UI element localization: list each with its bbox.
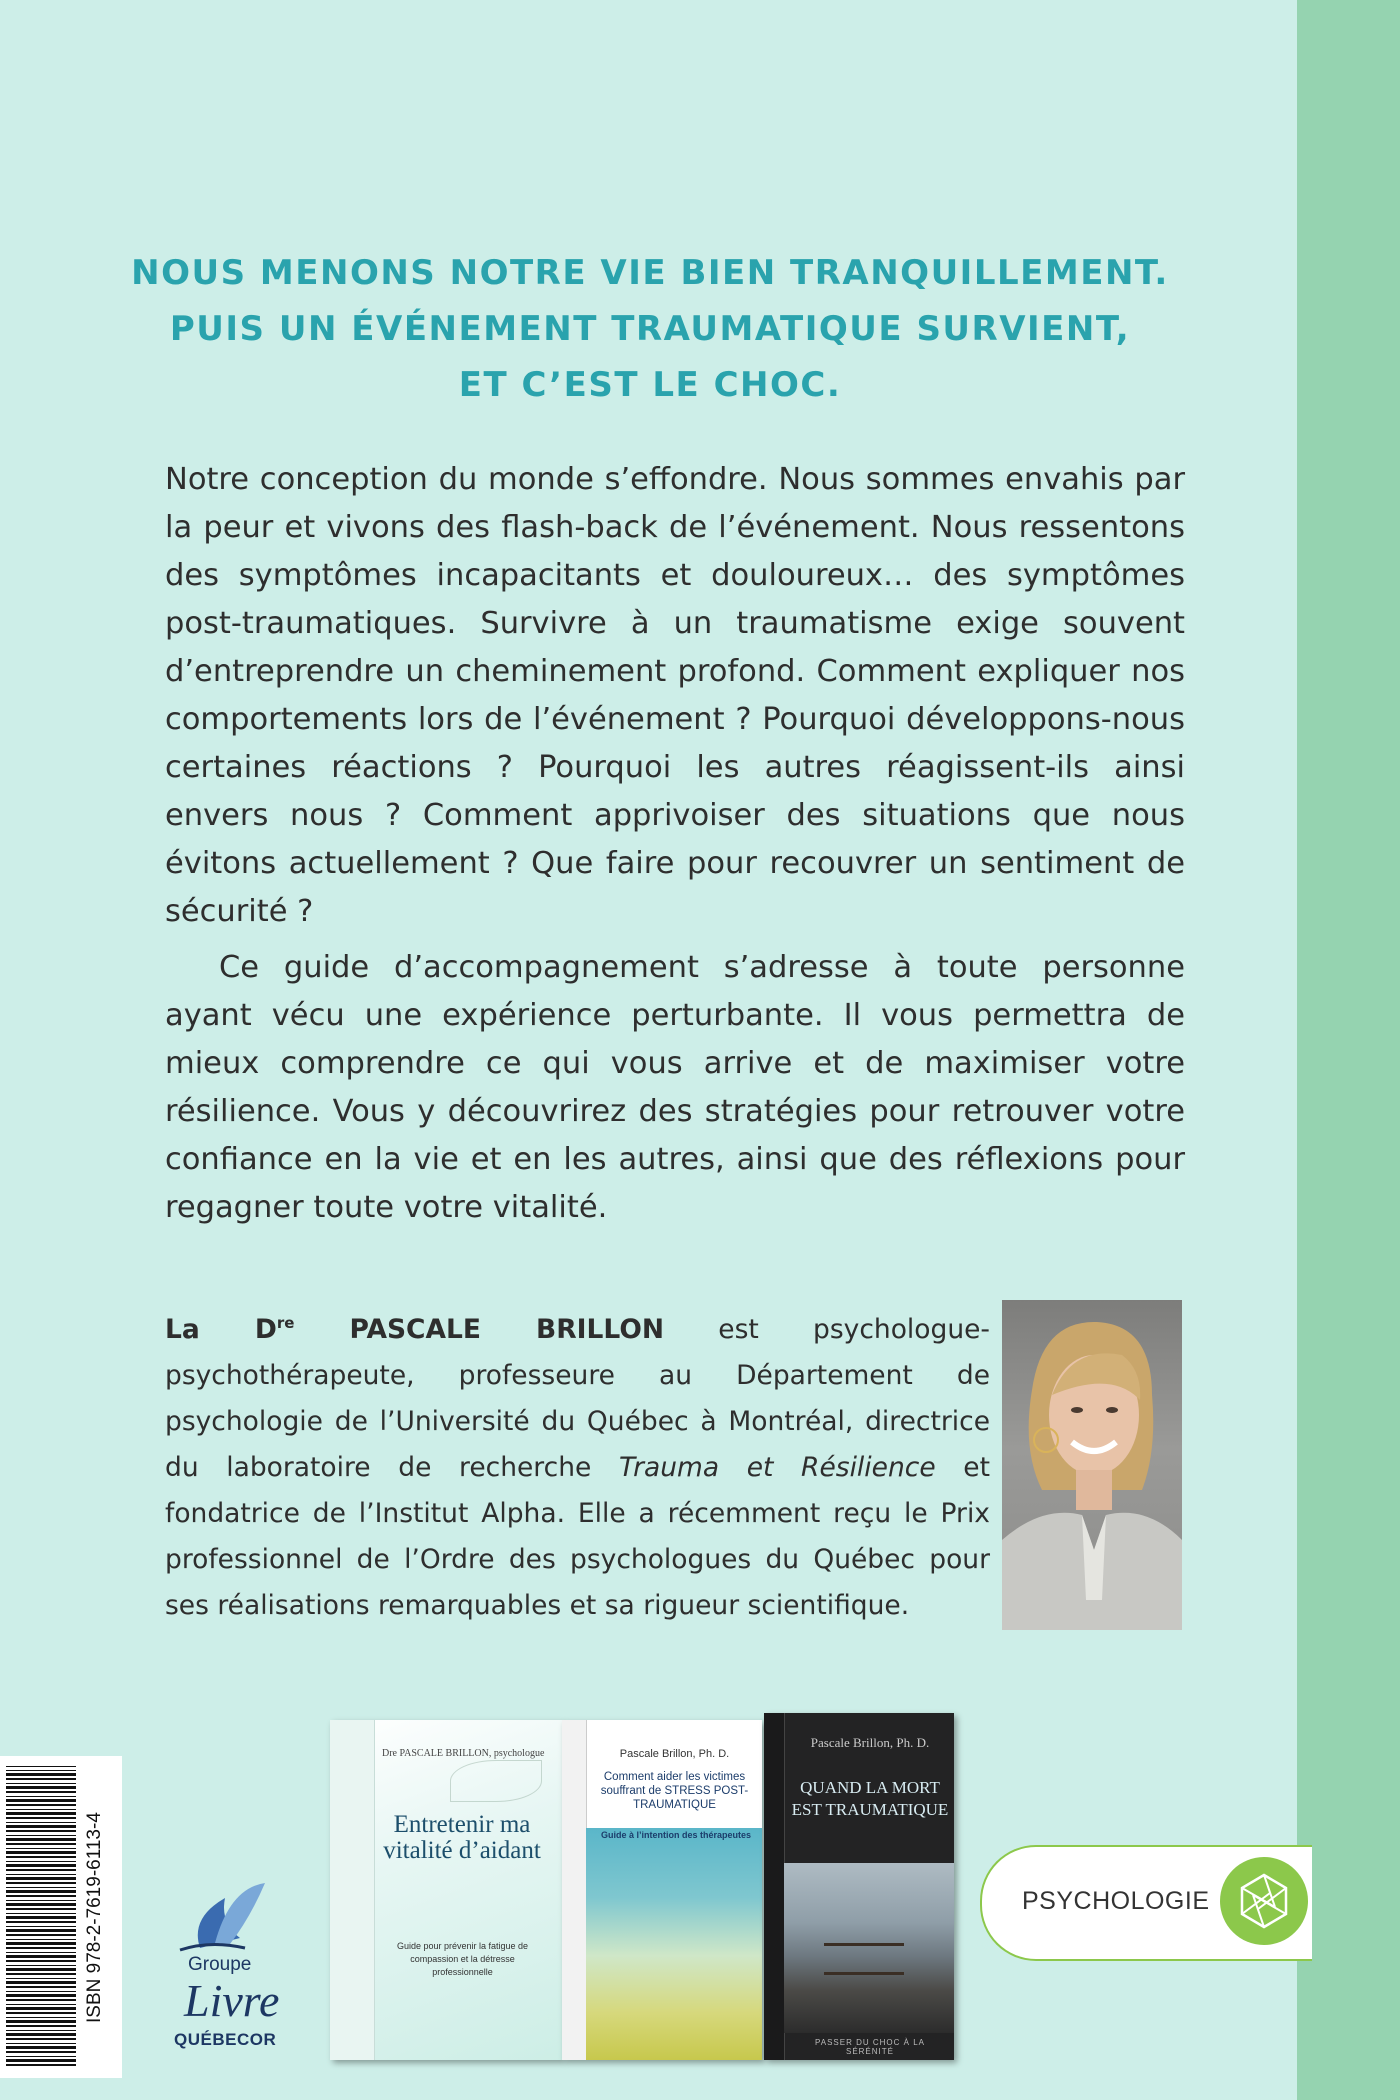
book1-subtitle: Guide pour prévenir la fatigue de compassion et la détresse professionnelle xyxy=(396,1941,529,1977)
lab-name: Trauma et Résilience xyxy=(618,1451,936,1483)
book1-spine xyxy=(330,1720,375,2060)
genre-badge xyxy=(980,1845,1312,1961)
book-cover-comment-aider xyxy=(562,1720,762,2060)
headline-line-2: PUIS UN ÉVÉNEMENT TRAUMATIQUE SURVIENT, xyxy=(169,309,1131,349)
headline xyxy=(110,245,1190,413)
bird-logo-icon xyxy=(170,1878,280,1958)
barcode-bars xyxy=(6,1766,76,2066)
book2-author: Pascale Brillon, Ph. D. xyxy=(619,1748,730,1760)
spine-stripe xyxy=(1297,0,1400,2100)
book2-subtitle: Guide à l’intention des thérapeutes xyxy=(600,1830,752,1840)
book3-tagline: PASSER DU CHOC À LA SÉRÉNITÉ xyxy=(815,2038,925,2056)
publisher-line-3: QUÉBECOR xyxy=(174,2030,277,2049)
author-portrait xyxy=(1002,1300,1182,1630)
book1-author: Dre PASCALE BRILLON, psychologue xyxy=(382,1748,545,1759)
publisher-line-1: Groupe xyxy=(188,1954,252,1975)
portrait-illustration xyxy=(1002,1300,1182,1630)
book3-spine xyxy=(764,1713,785,2060)
publisher-line-2: Livre xyxy=(184,1975,280,2026)
author-bio xyxy=(165,1300,990,1629)
back-cover-blurb xyxy=(165,456,1185,1232)
book2-artwork xyxy=(586,1828,762,2060)
blurb-paragraph-2: Ce guide d’accompagnement s’adresse à toute personne ayant vécu une expérience perturbante. Il vous permettra de mieux comprendre ce qui vous arrive et de maximiser votre résilience. Vous y découvrirez des stratégies pour retrouver votre confiance en la vie et en les autres, ainsi que des réflexions pour regagner toute votre vitalité. xyxy=(165,950,1185,1225)
author-name: PASCALE BRILLON xyxy=(349,1313,665,1345)
genre-label: PSYCHOLOGIE xyxy=(1022,1887,1210,1915)
bench-icon xyxy=(824,1943,904,1975)
aperture-icon xyxy=(1220,1857,1308,1945)
book2-title: Comment aider les victimes souffrant de STRESS POST-TRAUMATIQUE xyxy=(600,1771,749,1811)
book2-spine xyxy=(562,1720,587,2060)
book-cover-quand-la-mort xyxy=(764,1713,954,2060)
bio-text-1: est psychologue-psychothérapeute, professeure au Département de psychologie de l’Université du Québec à Montréal, directrice du laboratoire de recherche xyxy=(165,1313,990,1483)
book3-author: Pascale Brillon, Ph. D. xyxy=(810,1735,930,1750)
aperture-icon-svg xyxy=(1234,1871,1294,1931)
bio-text-2: et fondatrice de l’Institut Alpha. Elle a récemment reçu le Prix professionnel de l’Ordre des psychologues du Québec pour ses réalisations remarquables et sa rigueur scientifique. xyxy=(165,1451,990,1621)
blurb-paragraph-1: Notre conception du monde s’effondre. Nous sommes envahis par la peur et vivons des flash-back de l’événement. Nous ressentons des symptômes incapacitants et douloureux… des symptômes post-traumatiques. Survivre à un traumatisme exige souvent d’entreprendre un cheminement profond. Comment expliquer nos comportements lors de l’événement ? Pourquoi développons-nous certaines réactions ? Pourquoi les autres réagissent-ils ainsi envers nous ? Comment apprivoiser des situations que nous évitons actuellement ? Que faire pour recouvrer un sentiment de sécurité ? xyxy=(165,462,1185,929)
book-cover-entretenir xyxy=(330,1720,562,2060)
book3-title: QUAND LA MORT EST TRAUMATIQUE xyxy=(791,1778,949,1819)
isbn-label: ISBN 978-2-7619-6113-4 xyxy=(84,1812,105,2023)
headline-line-1: NOUS MENONS NOTRE VIE BIEN TRANQUILLEMENT. xyxy=(131,253,1169,293)
publisher-logo xyxy=(170,1878,280,2073)
leaf-ornament-icon xyxy=(450,1760,542,1802)
bio-prefix: La Dre PASCALE BRILLON xyxy=(165,1313,665,1345)
bio-superscript: re xyxy=(276,1314,295,1332)
headline-line-3: ET C’EST LE CHOC. xyxy=(458,365,842,405)
book1-title: Entretenir ma vitalité d’aidant xyxy=(383,1811,541,1864)
